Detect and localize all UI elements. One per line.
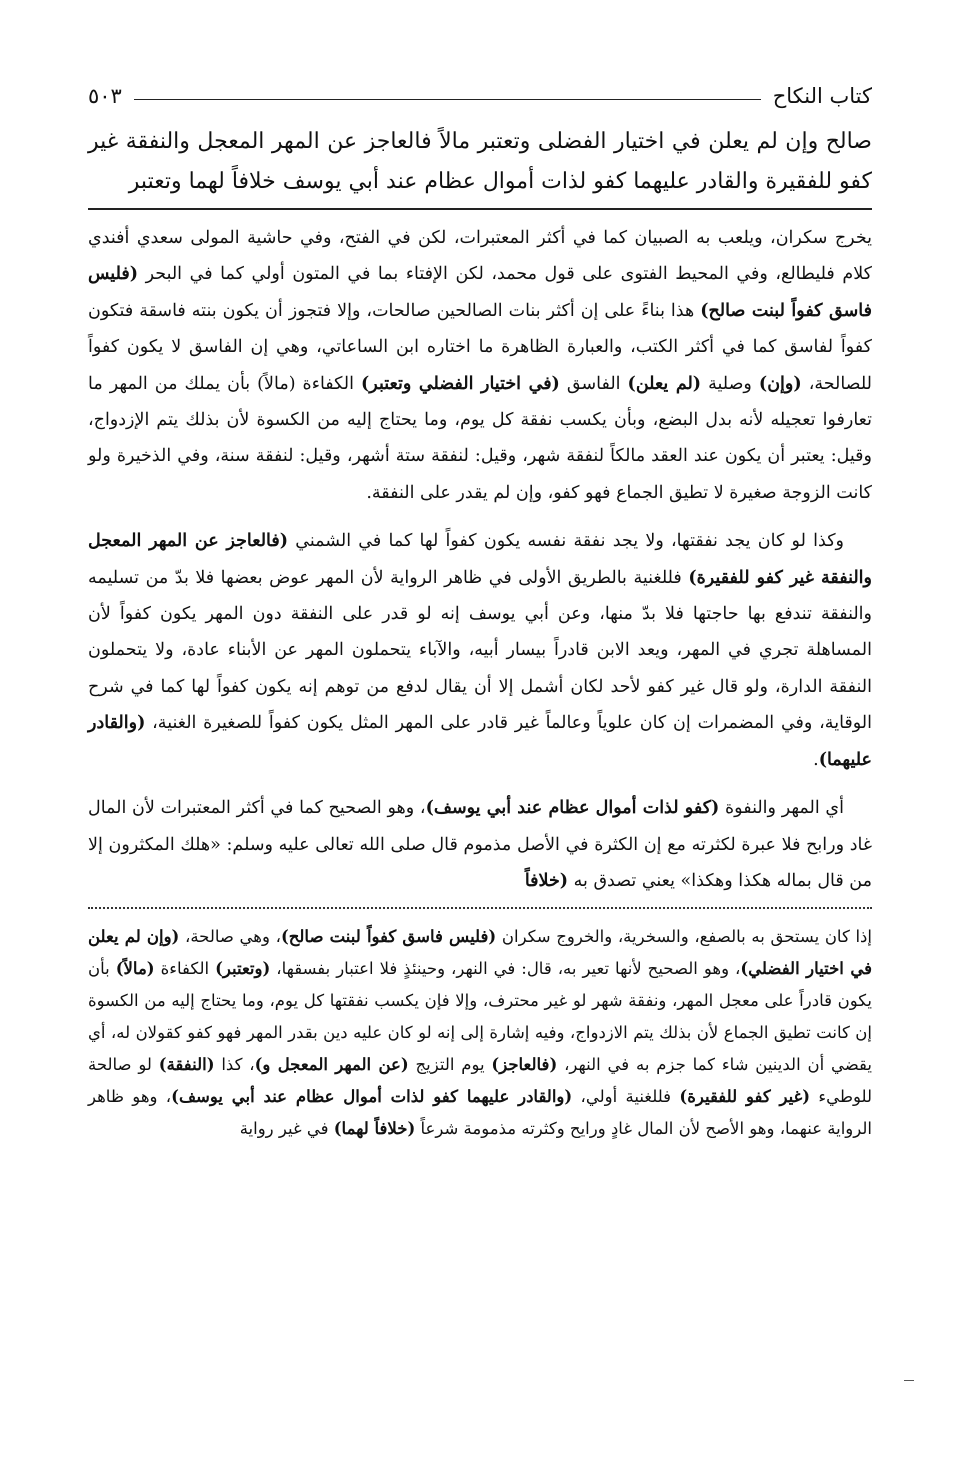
text-run: لو صالحة للوطيء xyxy=(88,1055,873,1107)
dotted-separator xyxy=(88,907,872,909)
commentary-paragraph-3 xyxy=(88,790,872,899)
page-number: ٥٠٣ xyxy=(88,84,122,108)
page-header xyxy=(88,74,872,118)
bold-quote: (والقادر عليهما) xyxy=(88,713,872,770)
text-run: هذا بناءً على إن أكثر بنات الصالحين صالحات، وإلا فتجوز أن يكون بنته فاسقة فتكون كفواً لفاسق كما في أكثر الكتب، والعبارة الظاهرة ما اختاره ابن الساعاتي، وهي إن الفاسق لا يكون كفواً للصالحة، xyxy=(88,300,872,394)
footnote-paragraph xyxy=(88,921,872,1145)
matn-section xyxy=(88,122,872,202)
bold-quote: (وتعتبر) xyxy=(215,959,271,979)
bold-quote: (فالعاجز) xyxy=(491,1055,558,1075)
bold-quote: (عن المهر المعجل و) xyxy=(254,1055,409,1075)
text-run: في غير رواية xyxy=(239,1119,334,1139)
book-page xyxy=(88,74,872,1145)
text-run: وكذا لو كان يجد نفقتها، ولا يجد نفقة نفسه يكون كفواً لها كما في الشمني xyxy=(288,531,845,552)
bold-quote: (خلافاً لهما) xyxy=(333,1119,416,1139)
text-run: . xyxy=(813,749,819,770)
text-run: ، وهو الصحيح كما في أكثر المعتبرات لأن المال غاد ورابح فلا عبرة لكثرته مع إن الكثرة في الأصل مذموم قال صلى الله تعالى عليه وسلم: «هلك المكثرون إلا من قال بماله هكذا وهكذا» يعني تصدق به xyxy=(88,798,872,891)
text-run: بأن يكون قادراً على معجل المهر، ونفقة شهر لو غير محترف، وإلا فإن يكسب نفقتها كل يوم، وما يحتاج إليه من الكسوة إن كانت تطيق الجماع لأن بذلك يتم الازدواج، وفيه إشارة إلى إنه لو كان عليه دين بقدر المهر فهو كفو كقولان له، أي يقضي أن الدينين شاء كما جزم به في النهر، xyxy=(88,959,872,1075)
text-run: إذا كان يستحق به بالصفع، والسخرية، والخروج سكران xyxy=(496,927,872,947)
text-run: فللغنية أولي، xyxy=(572,1087,680,1107)
text-run: الكفاءة (مالاً) بأن يملك من المهر ما تعارفوا تعجيله لأنه بدل البضع، وبأن يكسب نفقة كل يوم، وما يحتاج إليه من الكسوة لأن بذلك يتم الإزدواج، وقيل: يعتبر أن يكون عند العقد مالكاً لنفقة شهر، وقيل: لنفقة ستة أشهر، وقيل: لنفقة سنة، وفي الذخيرة ولو كانت الزوجة صغيرة لا تطيق الجماع فهو كفو، وإن لم يقدر على النفقة. xyxy=(88,373,872,503)
bold-quote: (خلافاً xyxy=(524,870,569,891)
bold-quote: (فالعاجز عن المهر المعجل والنفقة غير كفو للفقيرة) xyxy=(88,531,872,588)
bold-quote: (مالاً) xyxy=(115,959,155,979)
text-run: الكفاءة xyxy=(154,959,216,979)
text-run: ، كذا xyxy=(214,1055,255,1075)
text-run: الفاسق xyxy=(559,373,628,394)
scan-mark xyxy=(904,1380,914,1381)
matn-text: صالح وإن لم يعلن في اختيار الفضلى وتعتبر مالاً فالعاجز عن المهر المعجل والنفقة غير كفو للفقيرة والقادر عليهما كفو لذات أموال عظام عند أبي يوسف خلافاً لهما وتعتبر xyxy=(88,129,872,194)
footnote-section xyxy=(88,921,872,1145)
text-run: يخرج سكران، ويلعب به الصبيان كما في أكثر المعتبرات، لكن في الفتح، وفي حاشية المولى سعدي أفندي كلام فليطالع، وفي المحيط الفتوى على قول محمد، لكن الإفتاء بما في المتون أولي كما في البحر xyxy=(88,228,872,285)
bold-quote: (وإن) xyxy=(758,373,802,394)
matn-separator xyxy=(88,208,872,210)
bold-quote: (والقادر عليهما كفو لذات أموال عظام عند أبي يوسف) xyxy=(171,1087,573,1107)
header-rule xyxy=(134,99,761,100)
text-run: ، وهو ظاهر الرواية عنهما، وهو الأصح لأن المال غادٍ ورايح وكثرته مذمومة شرعاً xyxy=(88,1087,872,1139)
bold-quote: (وإن لم يعلن في اختيار الفضلي) xyxy=(88,927,873,979)
bold-quote: (فليس فاسق كفواً لبنت صالح) xyxy=(88,264,872,321)
text-run: يوم التزيج xyxy=(408,1055,492,1075)
bold-quote: (النفقة) xyxy=(158,1055,215,1075)
bold-quote: (في اختيار الفضلي وتعتبر) xyxy=(361,373,560,394)
running-title: كتاب النكاح xyxy=(772,84,872,108)
text-run: فللغنية بالطريق الأولى في ظاهر الرواية لأن المهر عوض بعضها فلا بدّ من تسليمه والنفقة تندفع بها حاجتها فلا بدّ منها، وعن أبي يوسف إنه لو قدر على النفقة دون المهر يكون كفواً لأن المساهلة تجري في المهر، ويعد الابن قادراً بيسار أبيه، والآباء يتحملون المهر عن الأبناء عادة، ولا يتحملون النفقة الدارة، ولو قال غير كفو لأحد لكان أشمل إلا أن يقال لدفع من توهم إنه يكون كفواً لها كما في شرح الوقاية، وفي المضمرات إن كان علوياً وعالماً غير قادر على المهر المثل يكون كفواً للصغيرة الغنية، xyxy=(88,567,872,734)
bold-quote: (كفو لذات أموال عظام عند أبي يوسف) xyxy=(425,798,720,819)
text-run: ، وهو الصحيح لأنها تعير به، قال: في النهر، وحينئذٍ فلا اعتبار بفسقها، xyxy=(270,959,741,979)
commentary-paragraph-1 xyxy=(88,220,872,511)
bold-quote: (غير كفو للفقيرة) xyxy=(679,1087,811,1107)
text-run: ، وهي صالحة، xyxy=(179,927,281,947)
text-run: أي المهر والنفوة xyxy=(719,798,844,819)
bold-quote: (لم يعلن) xyxy=(627,373,702,394)
bold-quote: (فليس فاسق كفواً لبنت صالح) xyxy=(280,927,497,947)
text-run: وصلية xyxy=(701,373,759,394)
commentary-section xyxy=(88,220,872,899)
commentary-paragraph-2 xyxy=(88,523,872,778)
